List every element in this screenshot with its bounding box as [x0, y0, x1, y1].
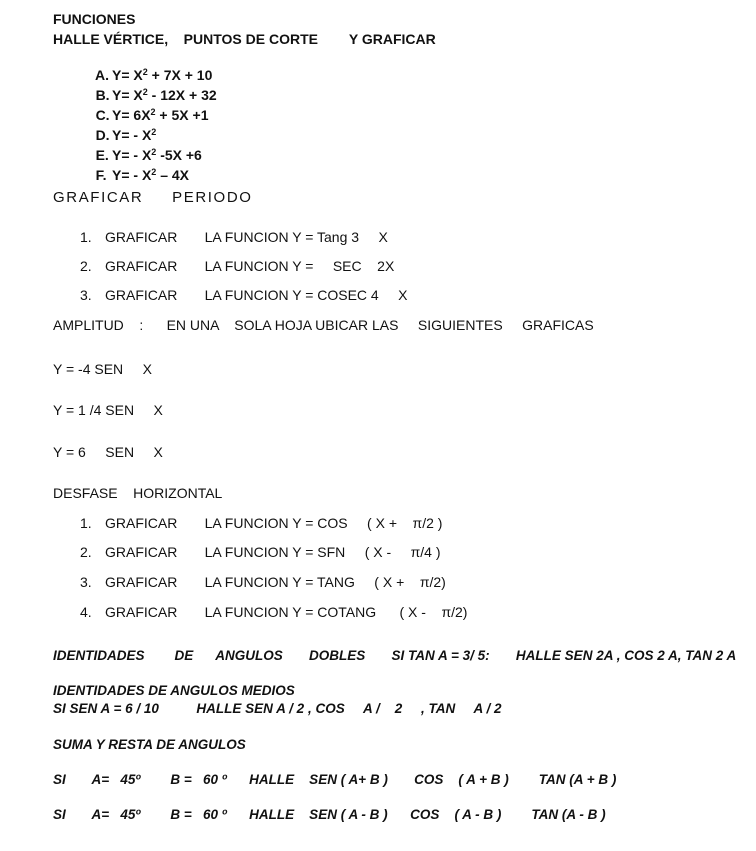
item-equation: $Y= - X^2$ -5X +6: [112, 147, 202, 163]
list-item: 1. GRAFICAR LA FUNCION Y = COS ( X + π/2 ): [80, 515, 443, 531]
list-item: 2. GRAFICAR LA FUNCION Y = SEC 2X: [80, 258, 395, 274]
list-item: 1. GRAFICAR LA FUNCION Y = Tang 3 X: [80, 229, 388, 245]
list-item: 4. GRAFICAR LA FUNCION Y = COTANG ( X - π/2): [80, 604, 468, 620]
list-item: Y = -4 SEN X: [53, 361, 152, 377]
item-equation: $Y= - X^2$: [112, 127, 157, 143]
list-item: Y = 6 SEN X: [53, 444, 163, 460]
item-letter: B.: [95, 87, 110, 103]
item-equation: $Y= X^2 + 7X + 10$: [112, 67, 213, 83]
section-heading-suma-resta: SUMA Y RESTA DE ANGULOS: [53, 737, 246, 752]
item-letter: E.: [95, 147, 109, 163]
item-letter: D.: [95, 127, 110, 143]
list-item: 3. GRAFICAR LA FUNCION Y = COSEC 4 X: [80, 287, 408, 303]
list-item: Y = 1 /4 SEN X: [53, 402, 163, 418]
section-heading-desfase: DESFASE HORIZONTAL: [53, 485, 223, 501]
section-heading-amplitud: AMPLITUD : EN UNA SOLA HOJA UBICAR LAS SIGUIENTES GRAFICAS: [53, 317, 594, 333]
item-letter: C.: [95, 107, 110, 123]
section-heading-medios: IDENTIDADES DE ANGULOS MEDIOS: [53, 683, 295, 698]
medios-statement: SI SEN A = 6 / 10 HALLE SEN A / 2 , COS A / 2 , TAN A / 2: [53, 701, 502, 716]
doc-subtitle: HALLE VÉRTICE, PUNTOS DE CORTE Y GRAFICAR: [53, 31, 436, 47]
section-identidades-dobles: IDENTIDADES DE ANGULOS DOBLES SI TAN A = 3/ 5: HALLE SEN 2A , COS 2 A, TAN 2 A: [53, 648, 737, 663]
item-equation: $Y= 6X^2 + 5X +1$: [112, 107, 209, 123]
item-letter: A.: [95, 67, 110, 83]
list-item: 3. GRAFICAR LA FUNCION Y = TANG ( X + π/2): [80, 574, 446, 590]
item-equation: $Y= X^2 - 12X + 32$: [112, 87, 217, 103]
section-heading-periodo: GRAFICAR PERIODO: [53, 189, 253, 206]
list-item: 2. GRAFICAR LA FUNCION Y = SFN ( X - π/4 ): [80, 544, 441, 560]
resta-row: SI A= 45º B = 60 º HALLE SEN ( A - B ) COS ( A - B ) TAN (A - B ): [53, 807, 606, 822]
item-letter: F.: [95, 167, 107, 183]
doc-title: FUNCIONES: [53, 11, 136, 27]
suma-row: SI A= 45º B = 60 º HALLE SEN ( A+ B ) COS ( A + B ) TAN (A + B ): [53, 772, 617, 787]
item-equation: $Y= - X^2 - 4X$: [112, 167, 190, 183]
